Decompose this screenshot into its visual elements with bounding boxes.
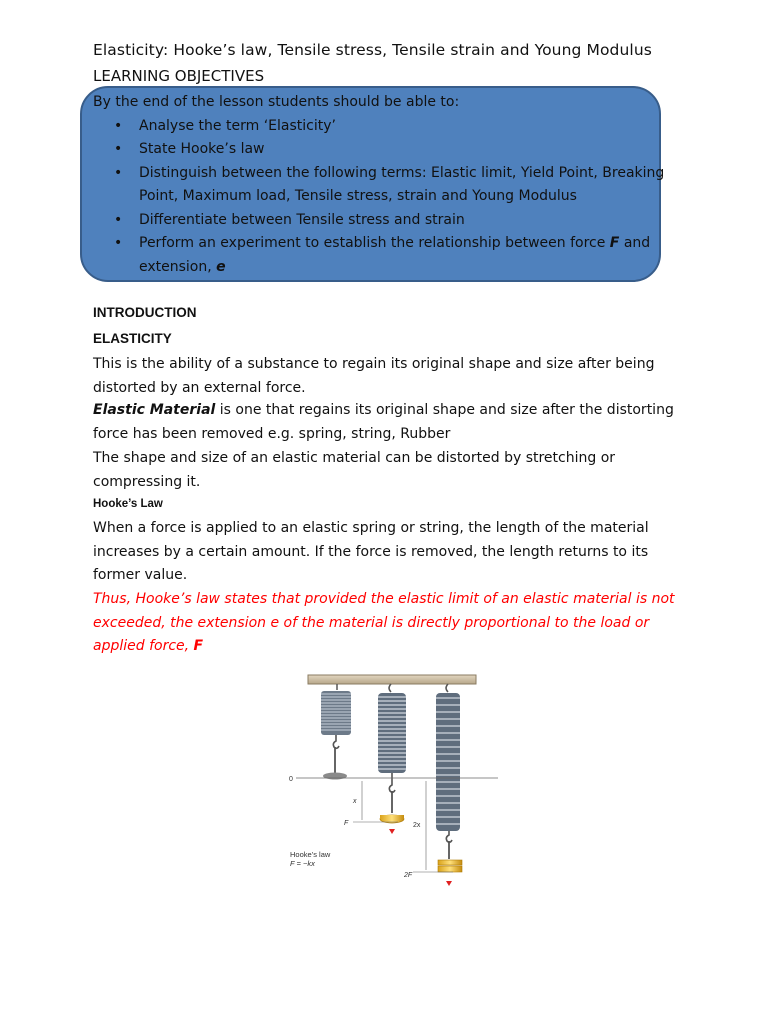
down-arrow-icon [389, 829, 395, 834]
hookes-law-figure [258, 665, 510, 900]
objective-item: • Differentiate between Tensile stress and strain [93, 209, 693, 233]
law-label: Hooke’s law [290, 850, 331, 859]
document-title: Elasticity: Hooke’s law, Tensile stress, Tensile strain and Young Modulus [93, 41, 652, 59]
two-f-label: 2F [404, 872, 413, 879]
objectives-list [93, 115, 693, 280]
x-label: x [353, 798, 357, 805]
objectives-intro: By the end of the lesson students should be able to: [93, 94, 460, 110]
spring-unloaded [321, 684, 351, 780]
elastic-material-paragraph: Elastic Material is one that regains its original shape and size after the distorting force has been removed e.g. spring, string, Rubber [93, 402, 674, 442]
introduction-heading: INTRODUCTION [93, 305, 197, 320]
force-symbol: F [193, 638, 204, 654]
hookes-law-heading: Hooke’s Law [93, 498, 163, 510]
objective-item: • Perform an experiment to establish the relationship between force F and extension, e [93, 232, 693, 279]
mass-weight [438, 866, 462, 872]
bullet-icon: • [114, 141, 123, 157]
elasticity-heading: ELASTICITY [93, 331, 172, 346]
spring-load-f [378, 684, 406, 834]
distortion-paragraph: The shape and size of an elastic material can be distorted by stretching or compressing it. [93, 450, 616, 490]
learning-objectives-heading: LEARNING OBJECTIVES [93, 67, 265, 85]
hookes-law-statement: Thus, Hooke’s law states that provided the elastic limit of an elastic material is not exceeded, the extension e of the material is directly proportional to the load or applied force, F [93, 591, 675, 654]
elasticity-definition: This is the ability of a substance to regain its original shape and size after being distorted by an external force. [93, 356, 655, 396]
down-arrow-icon [446, 881, 452, 886]
force-symbol: F [609, 235, 620, 251]
bullet-icon: • [114, 235, 123, 251]
extension-symbol: e [216, 258, 226, 275]
objective-item: • Analyse the term ‘Elasticity’ [93, 115, 693, 139]
hookes-law-explanation: When a force is applied to an elastic spring or string, the length of the material increases by a certain amount. If the force is removed, the length returns to its former value. [93, 520, 649, 583]
objective-item: • State Hooke’s law [93, 138, 693, 162]
bullet-icon: • [114, 117, 123, 134]
spring-load-2f [436, 684, 462, 886]
zero-label: 0 [289, 776, 293, 783]
mass-weight [438, 860, 462, 865]
bullet-icon: • [114, 211, 123, 228]
support-beam [308, 675, 476, 684]
law-formula: F = −kx [290, 859, 315, 868]
f-label: F [344, 820, 349, 827]
objective-item: • Distinguish between the following terms: Elastic limit, Yield Point, Breaking Point, Maximum load, Tensile stress, strain and Young Modulus [93, 162, 693, 209]
two-x-label: 2x [413, 822, 421, 829]
objectives-content [93, 91, 693, 279]
bullet-icon: • [114, 164, 123, 181]
elastic-material-term: Elastic Material [93, 402, 216, 418]
